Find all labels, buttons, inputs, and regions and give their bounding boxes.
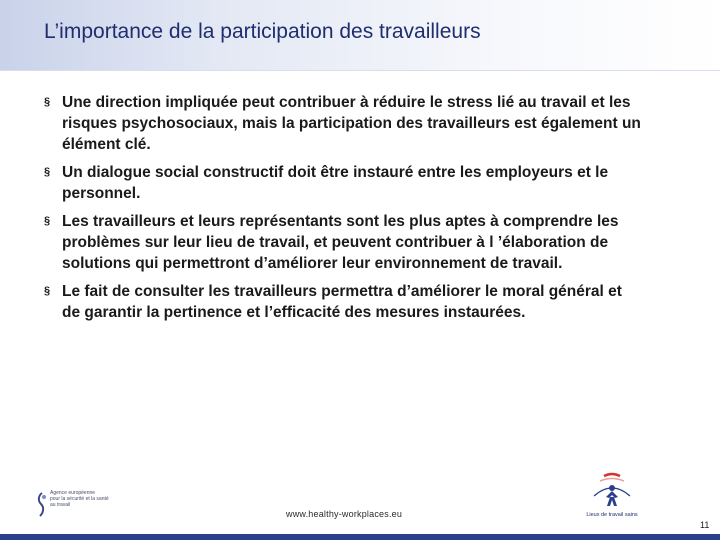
campaign-caption: Lieux de travail sains bbox=[586, 512, 638, 518]
bottom-accent-bar bbox=[0, 534, 720, 540]
bullet-item bbox=[44, 281, 644, 323]
bullet-marker-icon: § bbox=[44, 96, 51, 108]
page-number: 11 bbox=[700, 520, 710, 530]
eu-osha-logo-icon bbox=[36, 492, 48, 518]
bullet-item bbox=[44, 92, 644, 155]
slide-header bbox=[0, 0, 720, 71]
bullet-marker-icon: § bbox=[44, 285, 51, 297]
bullet-item bbox=[44, 211, 644, 274]
bullet-text: Les travailleurs et leurs représentants sont les plus aptes à comprendre les problèmes sur leur lieu de travail, et peuvent contribuer à l ’élaboration de solutions qui permettront d’améliorer leur environnement de travail. bbox=[62, 213, 619, 272]
bullet-list bbox=[44, 92, 644, 330]
bullet-text: Une direction impliquée peut contribuer à réduire le stress lié au travail et les risques psychosociaux, mais la participation des travailleurs est également un élément clé. bbox=[62, 94, 641, 153]
agency-name: Agence européenne pour la sécurité et la santé au travail bbox=[50, 490, 109, 508]
slide-title: L’importance de la participation des travailleurs bbox=[44, 20, 481, 43]
bullet-marker-icon: § bbox=[44, 166, 51, 178]
bullet-text: Un dialogue social constructif doit être instauré entre les employeurs et le personnel. bbox=[62, 164, 609, 202]
footer-url-link[interactable]: www.healthy-workplaces.eu bbox=[286, 509, 403, 519]
bullet-text: Le fait de consulter les travailleurs permettra d’améliorer le moral général et de garantir la pertinence et l’efficacité des mesures instaurées. bbox=[62, 283, 622, 321]
bullet-marker-icon: § bbox=[44, 215, 51, 227]
bullet-item bbox=[44, 162, 644, 204]
campaign-logo bbox=[582, 470, 642, 522]
agency-logo bbox=[36, 490, 126, 522]
star-figure-icon bbox=[582, 470, 642, 512]
